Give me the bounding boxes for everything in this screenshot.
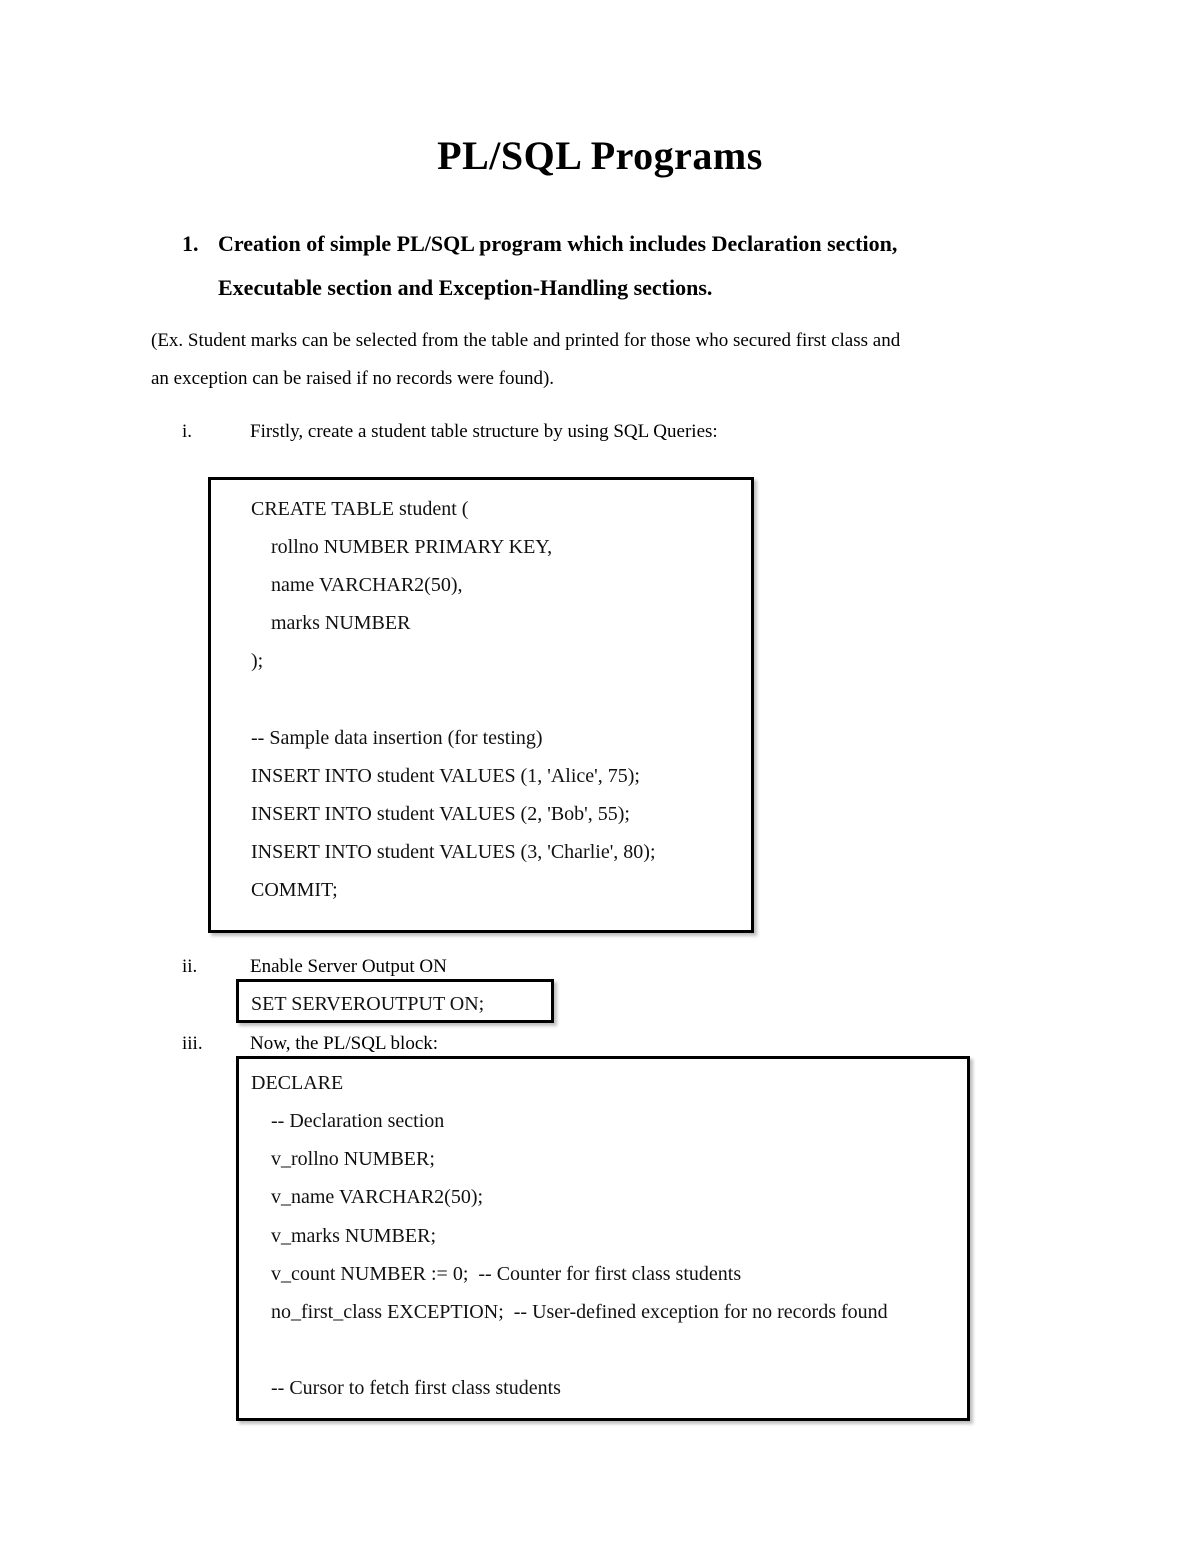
code-line: -- Cursor to fetch first class students <box>251 1377 561 1399</box>
code-line: v_rollno NUMBER; <box>251 1148 435 1170</box>
step-text-3: Now, the PL/SQL block: <box>250 1033 439 1054</box>
code-line: DECLARE <box>251 1072 344 1094</box>
code-box-create-table <box>208 477 754 933</box>
code-line: name VARCHAR2(50), <box>251 574 463 596</box>
code-line: rollno NUMBER PRIMARY KEY, <box>251 536 553 558</box>
code-line: CREATE TABLE student ( <box>251 498 469 520</box>
code-box-serveroutput <box>236 979 554 1023</box>
paragraph-line-2: an exception can be raised if no records were found). <box>151 368 555 389</box>
code-line: ); <box>251 650 264 672</box>
step-number-1: i. <box>182 421 193 442</box>
step-text-2: Enable Server Output ON <box>250 956 447 977</box>
description-paragraph <box>151 322 1041 398</box>
code-line: INSERT INTO student VALUES (3, 'Charlie', 80); <box>251 841 656 863</box>
step-number-3: iii. <box>182 1033 203 1054</box>
page-title: PL/SQL Programs <box>437 133 763 178</box>
code-line: v_marks NUMBER; <box>251 1225 436 1247</box>
code-line: INSERT INTO student VALUES (1, 'Alice', 75); <box>251 765 640 787</box>
step-number-2: ii. <box>182 956 198 977</box>
code-line: v_name VARCHAR2(50); <box>251 1186 484 1208</box>
code-line: marks NUMBER <box>251 612 411 634</box>
code-box-plsql-block <box>236 1056 970 1421</box>
code-line: INSERT INTO student VALUES (2, 'Bob', 55); <box>251 803 630 825</box>
code-line: COMMIT; <box>251 879 338 901</box>
heading-number: 1. <box>182 231 199 256</box>
code-line: SET SERVEROUTPUT ON; <box>251 993 485 1015</box>
heading-line-1: Creation of simple PL/SQL program which includes Declaration section, <box>218 231 898 256</box>
step-text-1: Firstly, create a student table structure by using SQL Queries: <box>250 421 718 442</box>
code-line: -- Declaration section <box>251 1110 445 1132</box>
code-line: -- Sample data insertion (for testing) <box>251 727 543 749</box>
code-line: v_count NUMBER := 0; -- Counter for first class students <box>251 1263 742 1285</box>
heading-line-2: Executable section and Exception-Handling sections. <box>218 275 713 300</box>
paragraph-line-1: (Ex. Student marks can be selected from the table and printed for those who secured first class and <box>151 330 901 351</box>
code-line: no_first_class EXCEPTION; -- User-defined exception for no records found <box>251 1301 888 1323</box>
